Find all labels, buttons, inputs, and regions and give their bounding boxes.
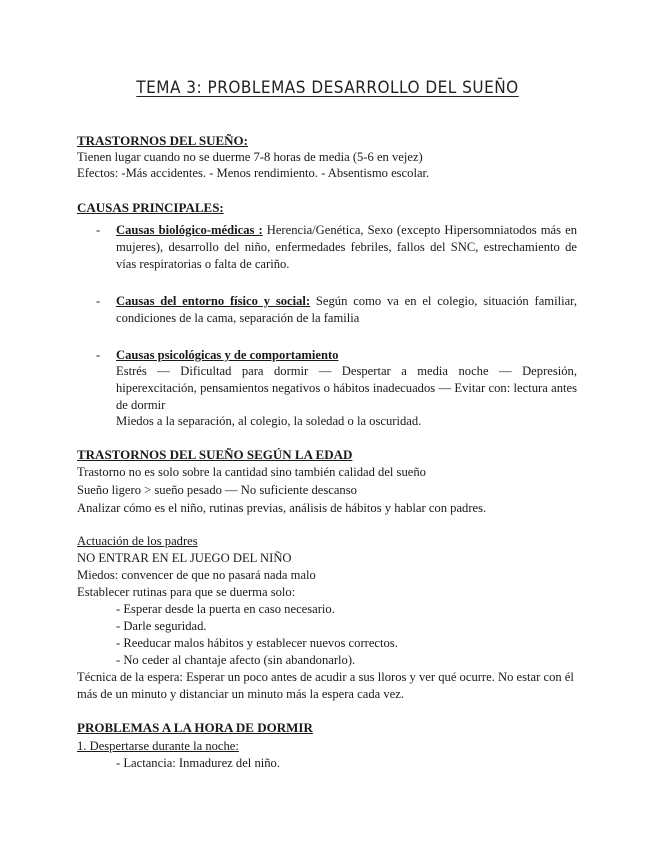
paragraph-line: Analizar cómo es el niño, rutinas previas, análisis de hábitos y hablar con padres. — [77, 501, 487, 515]
cause-psicologicas — [116, 347, 577, 364]
list-item: - Lactancia: Inmadurez del niño. — [116, 756, 280, 770]
cause-label: Causas psicológicas y de comportamiento — [116, 348, 339, 362]
cause-text: Herencia/Genética, Sexo (excepto Hipersomniatodos más en mujeres), desarrollo del niño, enfermedades febriles, fallos del SNC, estrechamiento de vías respiratorias o falta de cariño. — [116, 223, 577, 271]
paragraph-line: Efectos: -Más accidentes. - Menos rendimiento. - Absentismo escolar. — [77, 166, 430, 180]
section-heading-edad: TRASTORNOS DEL SUEÑO SEGÚN LA EDAD — [77, 447, 353, 462]
subheading-actuacion: Actuación de los padres — [77, 534, 198, 548]
bullet-marker: - — [96, 223, 101, 237]
cause-text: Según como va en el colegio, situación familiar, condiciones de la cama, separación de la familia — [116, 294, 578, 325]
paragraph-line: Tienen lugar cuando no se duerme 7-8 horas de media (5-6 en vejez) — [77, 150, 423, 164]
cause-label: Causas del entorno físico y social: — [116, 294, 311, 308]
list-item: - No ceder al chantaje afecto (sin abandonarlo). — [116, 653, 356, 667]
cause-label: Causas biológico-médicas : — [116, 223, 263, 237]
document-title: TEMA 3: PROBLEMAS DESARROLLO DEL SUEÑO — [136, 78, 519, 98]
section-heading-causas: CAUSAS PRINCIPALES: — [77, 200, 224, 215]
paragraph-line: Sueño ligero > sueño pesado — No suficiente descanso — [77, 483, 357, 497]
paragraph-line: Trastorno no es solo sobre la cantidad sino también calidad del sueño — [77, 465, 426, 479]
section-heading-trastornos: TRASTORNOS DEL SUEÑO: — [77, 133, 248, 148]
paragraph-line: Establecer rutinas para que se duerma solo: — [77, 585, 296, 599]
section-heading-dormir: PROBLEMAS A LA HORA DE DORMIR — [77, 720, 313, 735]
cause-text: Estrés — Dificultad para dormir — Despertar a media noche — Depresión, hiperexcitación, pensamientos negativos o hábitos inadecuados — Evitar con: lectura antes de dormir — [116, 364, 577, 412]
cause-text: Miedos a la separación, al colegio, la soledad o la oscuridad. — [116, 414, 422, 428]
paragraph-line: Miedos: convencer de que no pasará nada malo — [77, 568, 316, 582]
cause-biologico-medicas — [116, 222, 577, 273]
list-item-despertarse: 1. Despertarse durante la noche: — [77, 739, 239, 753]
list-item: - Reeducar malos hábitos y establecer nuevos correctos. — [116, 636, 398, 650]
paragraph-tecnica: Técnica de la espera: Esperar un poco antes de acudir a sus lloros y ver qué ocurre. No estar con él más de un minuto y distanciar un minuto más la espera cada vez. — [77, 670, 574, 701]
bullet-marker: - — [96, 294, 101, 308]
list-item: - Esperar desde la puerta en caso necesario. — [116, 602, 335, 616]
cause-entorno — [116, 293, 577, 327]
paragraph-line: NO ENTRAR EN EL JUEGO DEL NIÑO — [77, 551, 292, 565]
list-item: - Darle seguridad. — [116, 619, 207, 633]
bullet-marker: - — [96, 348, 101, 362]
